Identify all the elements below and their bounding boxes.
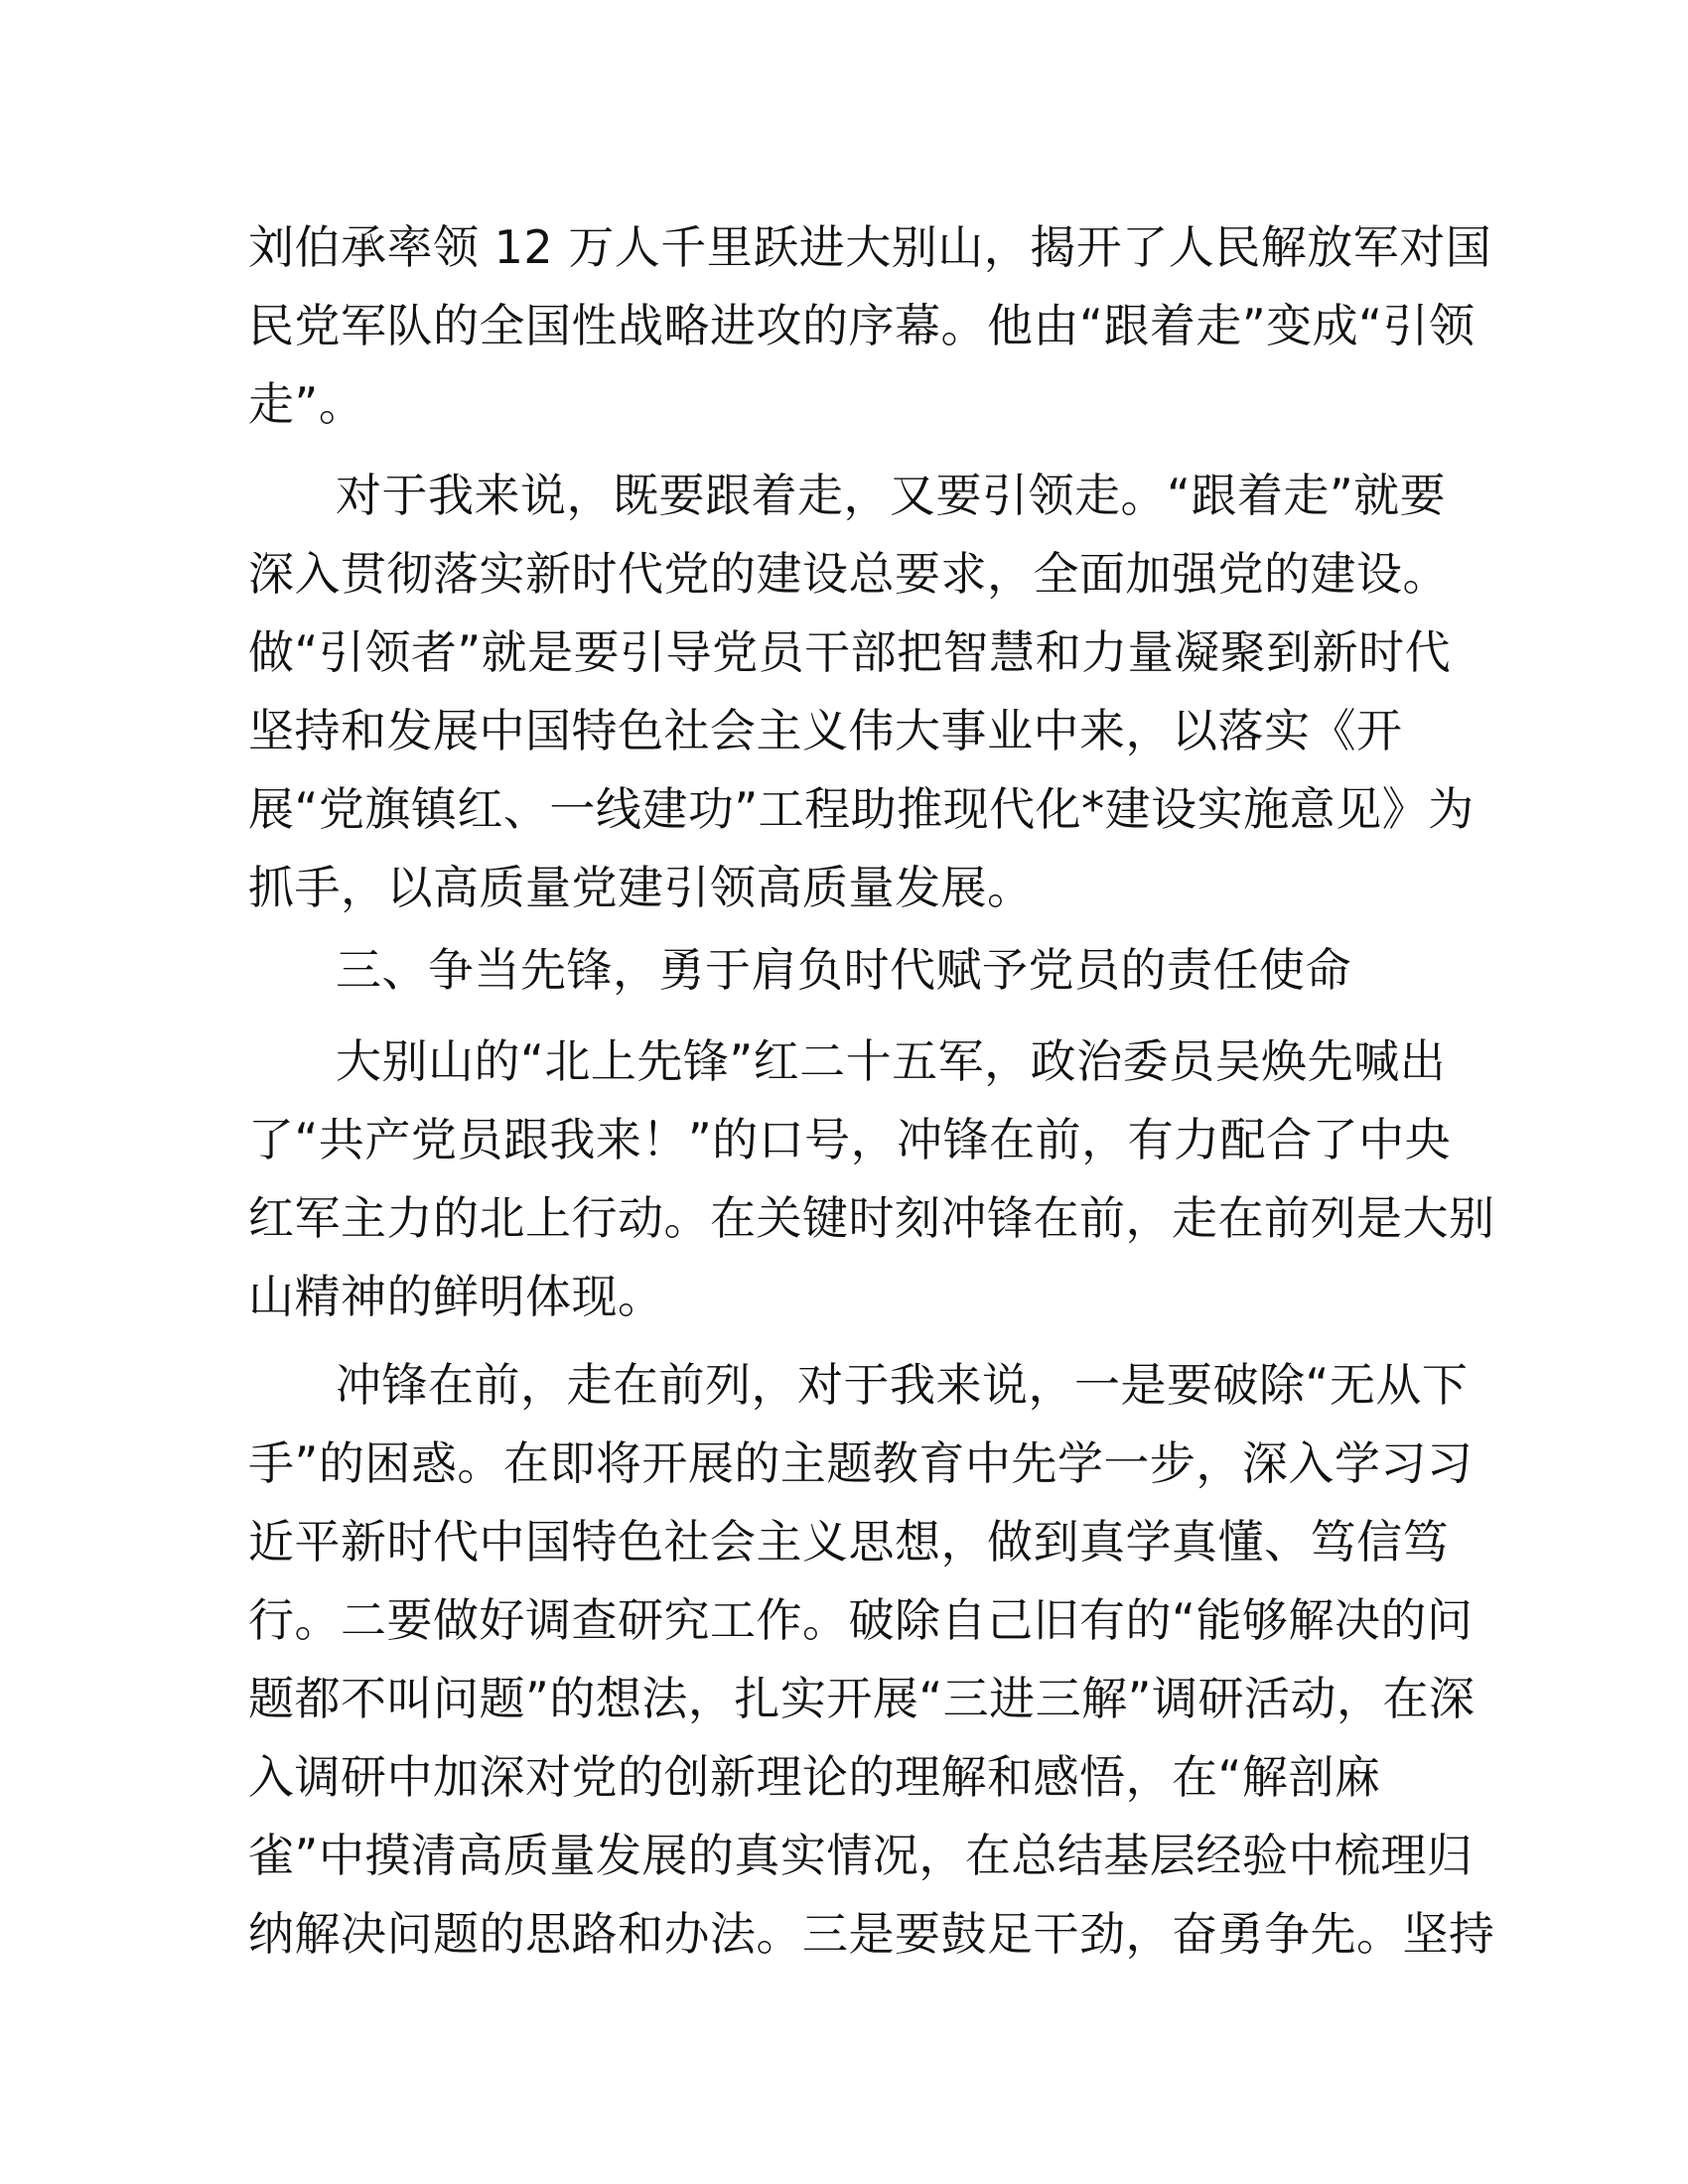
- paragraph-line: 走”。: [248, 377, 365, 431]
- paragraph-line: 入调研中加深对党的创新理论的理解和感悟，在“解剖麻: [248, 1750, 1381, 1804]
- paragraph-line: 山精神的鲜明体现。: [248, 1270, 664, 1323]
- paragraph-line: 抓手，以高质量党建引领高质量发展。: [248, 861, 1034, 914]
- paragraph-1: [248, 208, 1492, 444]
- paragraph-4: [248, 1346, 1495, 1974]
- paragraph-line: 做“引领者”就是要引导党员干部把智慧和力量凝聚到新时代: [248, 625, 1452, 679]
- paragraph-line: 刘伯承率领 12 万人千里跃进大别山，揭开了人民解放军对国: [248, 220, 1492, 274]
- paragraph-line: 大别山的“北上先锋”红二十五军，政治委员吴焕先喊出: [336, 1034, 1447, 1088]
- paragraph-line: 深入贯彻落实新时代党的建设总要求，全面加强党的建设。: [248, 547, 1449, 601]
- paragraph-line: 雀”中摸清高质量发展的真实情况，在总结基层经验中梳理归: [248, 1829, 1474, 1882]
- paragraph-line: 纳解决问题的思路和办法。三是要鼓足干劲，奋勇争先。坚持: [248, 1907, 1495, 1961]
- paragraph-line: 题都不叫问题”的想法，扎实开展“三进三解”调研活动，在深: [248, 1672, 1476, 1725]
- section-heading-text: 三、争当先锋，勇于肩负时代赋予党员的责任使命: [336, 943, 1351, 997]
- paragraph-line: 对于我来说，既要跟着走，又要引领走。“跟着走”就要: [336, 469, 1447, 522]
- paragraph-line: 近平新时代中国特色社会主义思想，做到真学真懂、笃信笃: [248, 1515, 1449, 1569]
- paragraph-line: 手”的困惑。在即将开展的主题教育中先学一步，深入学习习: [248, 1436, 1474, 1490]
- paragraph-line: 了“共产党员跟我来！”的口号，冲锋在前，有力配合了中央: [248, 1113, 1452, 1166]
- paragraph-3: [248, 1023, 1495, 1336]
- paragraph-line: 红军主力的北上行动。在关键时刻冲锋在前，走在前列是大别: [248, 1191, 1495, 1245]
- section-heading: [248, 931, 1440, 1010]
- paragraph-line: 冲锋在前，走在前列，对于我来说，一是要破除“无从下: [336, 1358, 1469, 1412]
- paragraph-line: 行。二要做好调查研究工作。破除自己旧有的“能够解决的问: [248, 1593, 1474, 1647]
- paragraph-line: 展“党旗镇红、一线建功”工程助推现代化*建设实施意见》为: [248, 782, 1475, 836]
- paragraph-line: 民党军队的全国性战略进攻的序幕。他由“跟着走”变成“引领: [248, 299, 1476, 352]
- paragraph-2: [248, 457, 1475, 927]
- paragraph-line: 坚持和发展中国特色社会主义伟大事业中来，以落实《开: [248, 704, 1403, 757]
